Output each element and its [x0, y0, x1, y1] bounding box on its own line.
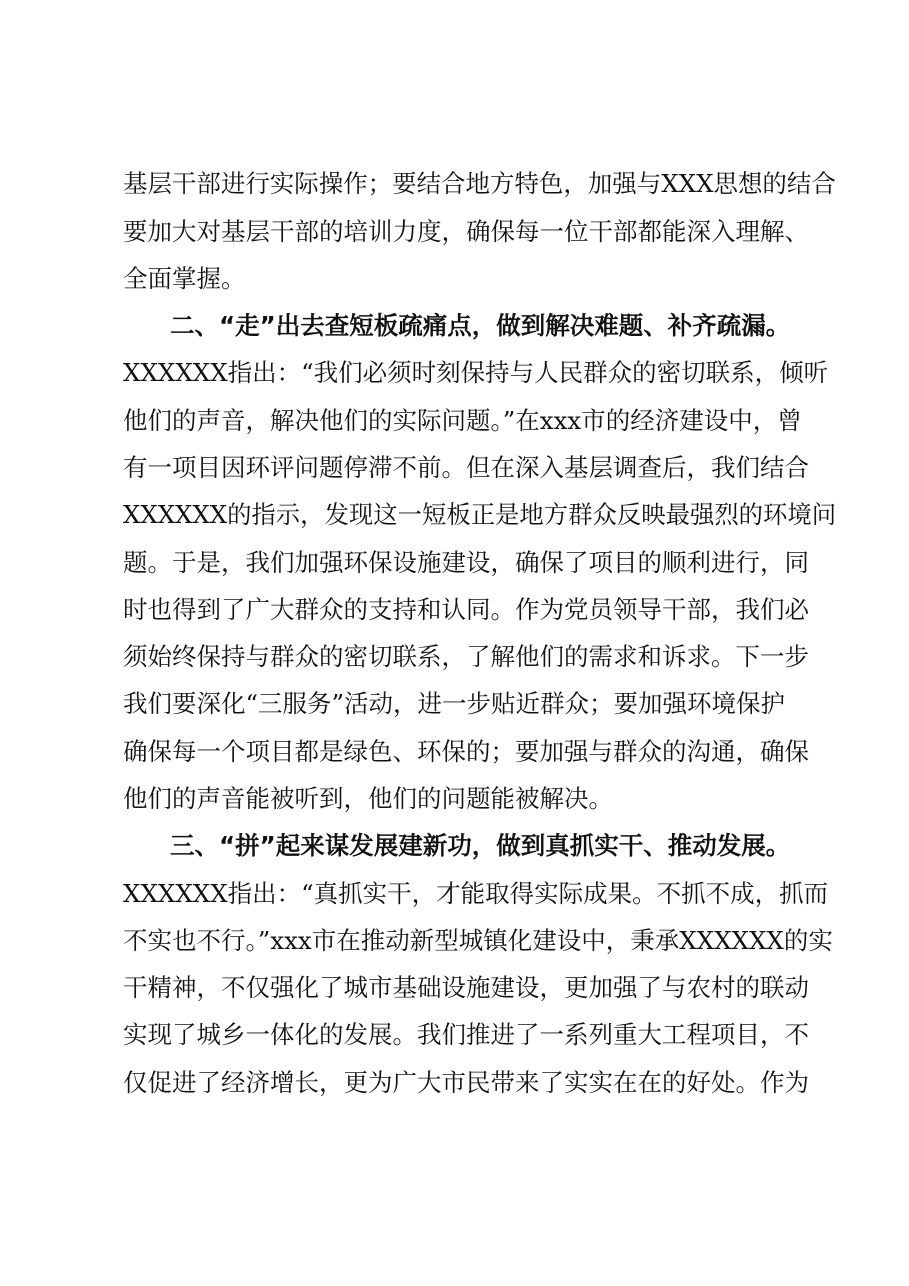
- body-text-line: 须始终保持与群众的密切联系，了解他们的需求和诉求。下一步: [123, 642, 809, 671]
- body-text-line: XXXXXX指出：“我们必须时刻保持与人民群众的密切联系，倾听: [123, 358, 829, 387]
- body-text-line: 确保每一个项目都是绿色、环保的；要加强与群众的沟通，确保: [123, 737, 809, 766]
- section-heading-3: 三、“拼”起来谋发展建新功，做到真抓实干、推动发展。: [170, 831, 791, 860]
- body-text-line: 实现了城乡一体化的发展。我们推进了一系列重大工程项目，不: [123, 1020, 809, 1049]
- body-text-line: 要加大对基层干部的培训力度，确保每一位干部都能深入理解、: [123, 217, 809, 246]
- body-text-line: 题。于是，我们加强环保设施建设，确保了项目的顺利进行，同: [123, 548, 809, 577]
- body-text-line: XXXXXX指出：“真抓实干，才能取得实际成果。不抓不成，抓而: [123, 879, 829, 908]
- body-text-line: 干精神，不仅强化了城市基础设施建设，更加强了与农村的联动: [123, 973, 809, 1002]
- body-text-line: 全面掌握。: [123, 264, 246, 293]
- body-text-line: 仅促进了经济增长，更为广大市民带来了实实在在的好处。作为: [123, 1068, 809, 1097]
- body-text-line: 时也得到了广大群众的支持和认同。作为党员领导干部，我们必: [123, 595, 809, 624]
- body-text-line: 他们的声音能被听到，他们的问题能被解决。: [123, 784, 613, 813]
- body-text-line: 他们的声音，解决他们的实际问题。”在xxx市的经济建设中，曾: [123, 406, 802, 435]
- body-text-line: 基层干部进行实际操作；要结合地方特色，加强与XXX思想的结合: [123, 169, 836, 198]
- body-text-line: 不实也不行。”xxx市在推动新型城镇化建设中，秉承XXXXXX的实: [123, 926, 833, 955]
- body-text-line: XXXXXX的指示，发现这一短板正是地方群众反映最强烈的环境问: [123, 500, 837, 529]
- body-text-line: 有一项目因环评问题停滞不前。但在深入基层调查后，我们结合: [123, 453, 809, 482]
- section-heading-2: 二、“走”出去查短板疏痛点，做到解决难题、补齐疏漏。: [170, 311, 791, 340]
- body-text-line: 我们要深化“三服务”活动，进一步贴近群众；要加强环境保护: [123, 689, 786, 718]
